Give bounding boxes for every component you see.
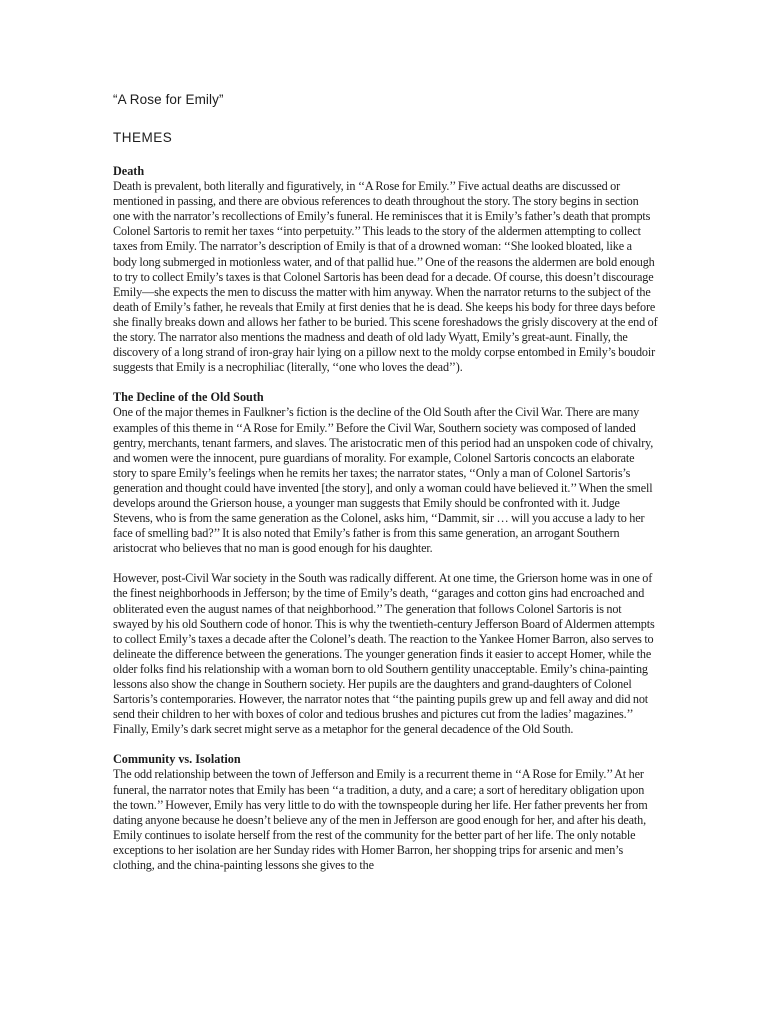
paragraph: Death is prevalent, both literally and figuratively, in ‘‘A Rose for Emily.’’ Five actual deaths are discussed or mentioned in passing, and there are obvious references to death throughout the story. The story begins in section one with the narrator’s recollections of Emily’s funeral. He reminisces that it is Emily’s father’s death that prompts Colonel Sartoris to remit her taxes ‘‘into perpetuity.’’ This leads to the story of the aldermen attempting to collect taxes from Emily. The narrator’s description of Emily is that of a drowned woman: ‘‘She looked bloated, like a body long submerged in motionless water, and of that pallid hue.’’ One of the reasons the aldermen are bold enough to try to collect Emily’s taxes is that Colonel Sartoris has been dead for a decade. Of course, this doesn’t discourage Emily—she expects the men to discuss the matter with him anyway. When the narrator returns to the subject of the death of Emily’s father, he reveals that Emily at first denies that he is dead. She keeps his body for three days before she finally breaks down and allows her father to be buried. This scene foreshadows the grisly discovery at the end of the story. The narrator also mentions the madness and death of old lady Wyatt, Emily’s great-aunt. Finally, the discovery of a long strand of iron-gray hair lying on a pillow next to the moldy corpse entombed in Emily’s boudoir suggests that Emily is a necrophiliac (literally, ‘‘one who loves the dead’’). [113, 179, 658, 375]
theme-decline-of-old-south [113, 390, 658, 737]
paragraph: One of the major themes in Faulkner’s fiction is the decline of the Old South after the Civil War. There are many examples of this theme in ‘‘A Rose for Emily.’’ Before the Civil War, Southern society was composed of landed gentry, merchants, tenant farmers, and slaves. The aristocratic men of this period had an unspoken code of chivalry, and women were the innocent, pure guardians of morality. For example, Colonel Sartoris concocts an elaborate story to spare Emily’s feelings when he remits her taxes; the narrator states, ‘‘Only a man of Colonel Sartoris’s generation and thought could have invented [the story], and only a woman could have believed it.’’ When the smell develops around the Grierson house, a younger man suggests that Emily should be confronted with it. Judge Stevens, who is from the same generation as the Colonel, asks him, ‘‘Dammit, sir … will you accuse a lady to her face of smelling bad?’’ It is also noted that Emily’s father is from this same generation, an arrogant Southern aristocrat who believes that no man is good enough for his daughter. [113, 405, 654, 556]
theme-heading: Death [113, 164, 145, 178]
paragraph: However, post-Civil War society in the South was radically different. At one time, the Grierson home was in one of the finest neighborhoods in Jefferson; by the time of Emily’s death, ‘‘garages and cotton gins had encroached and obliterated even the august names of that neighborhood.’’ The generation that follows Colonel Sartoris is not swayed by his old Southern code of honor. This is why the twentieth-century Jefferson Board of Aldermen attempts to collect Emily’s taxes a decade after the Colonel’s death. The reaction to the Yankee Homer Barron, also serves to delineate the difference between the generations. The younger generation finds it easier to accept Homer, while the older folks find his relationship with a woman born to old Southern gentility unacceptable. Emily’s china-painting lessons also show the change in Southern society. Her pupils are the daughters and grand-daughters of Colonel Sartoris’s contemporaries. However, the narrator notes that ‘‘the painting pupils grew up and fell away and did not send their children to her with boxes of color and tedious brushes and pictures cut from the ladies’ magazines.’’ Finally, Emily’s dark secret might serve as a metaphor for the general decadence of the Old South. [113, 571, 655, 737]
paragraph: The odd relationship between the town of Jefferson and Emily is a recurrent theme in ‘‘A Rose for Emily.’’ At her funeral, the narrator notes that Emily has been ‘‘a tradition, a duty, and a care; a sort of hereditary obligation upon the town.’’ However, Emily has very little to do with the townspeople during her life. Her father prevents her from dating anyone because he doesn’t believe any of the men in Jefferson are good enough for her, and after his death, Emily continues to isolate herself from the rest of the community for the better part of her life. The only notable exceptions to her isolation are her Sunday rides with Homer Barron, her shopping trips for arsenic and men’s clothing, and the china-painting lessons she gives to the [113, 767, 648, 873]
theme-community-vs-isolation [113, 752, 658, 873]
theme-heading: The Decline of the Old South [113, 390, 264, 405]
document-page [113, 92, 658, 873]
theme-death [113, 164, 658, 375]
section-label-themes: THEMES [113, 130, 173, 145]
theme-heading: Community vs. Isolation [113, 752, 241, 767]
document-title: “A Rose for Emily” [113, 92, 224, 107]
